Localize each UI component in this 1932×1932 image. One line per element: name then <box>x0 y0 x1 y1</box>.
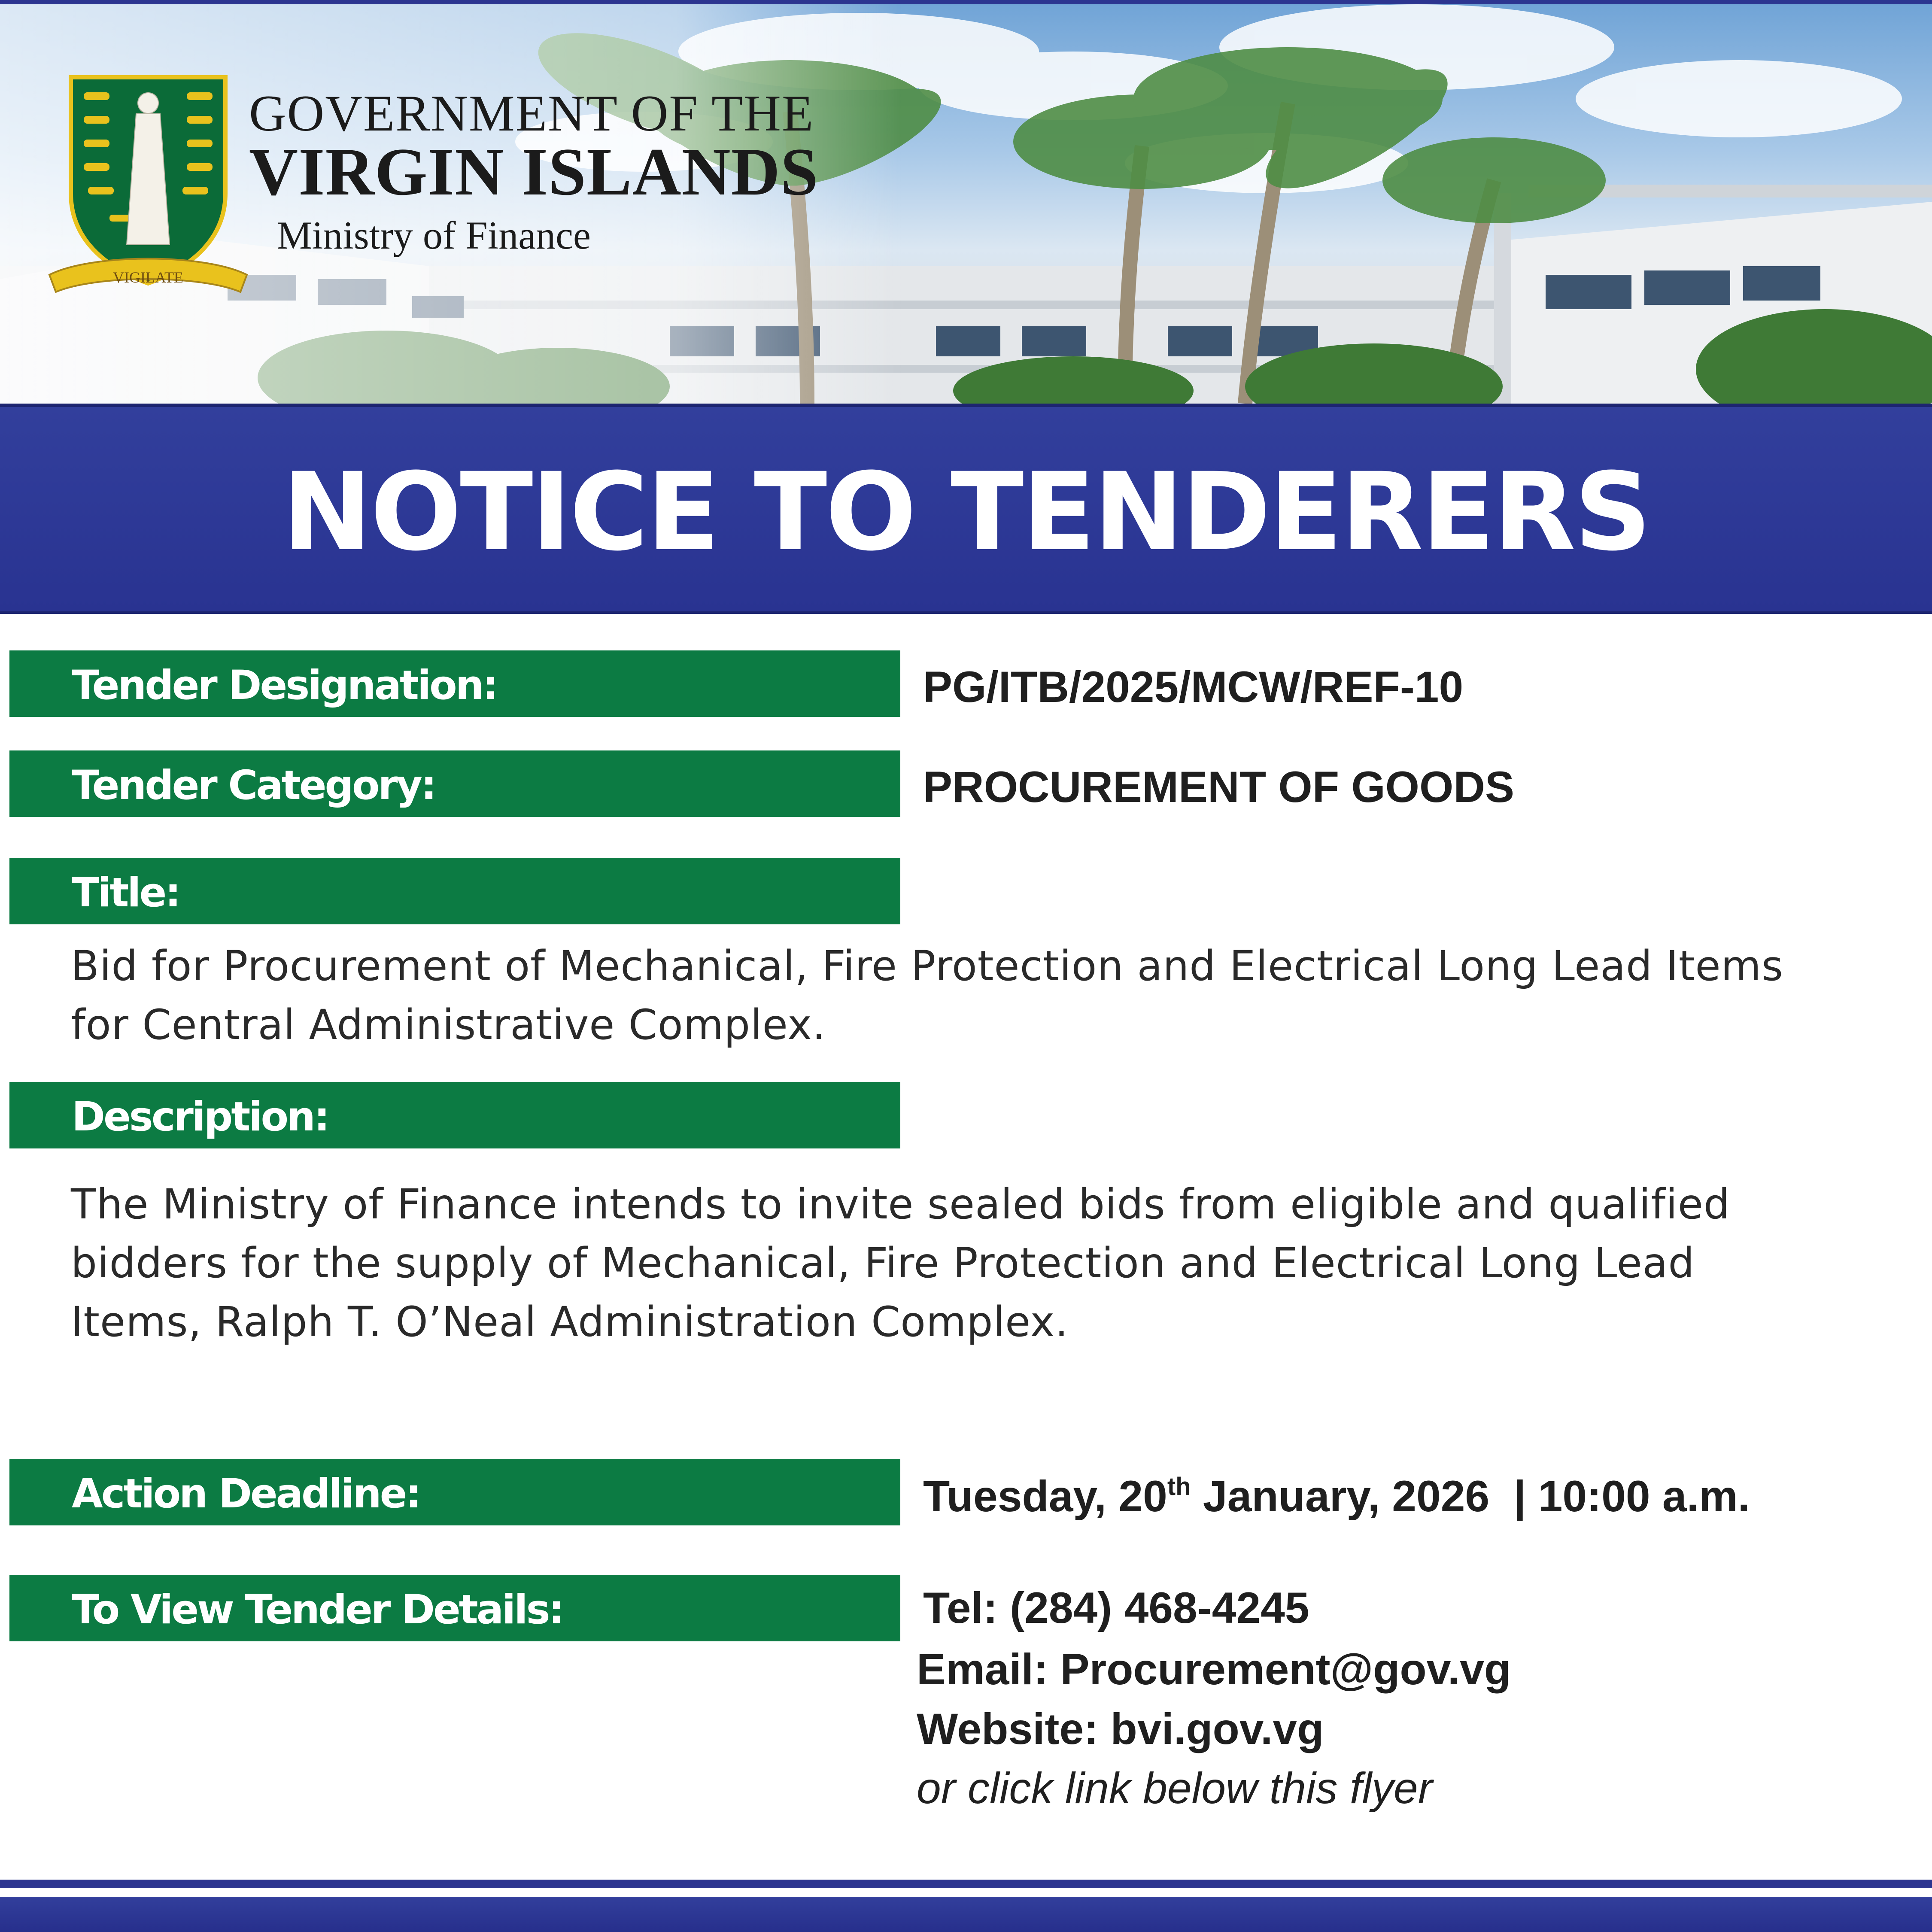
details-label: To View Tender Details: <box>72 1586 563 1633</box>
government-title-line1: GOVERNMENT OF THE <box>249 85 814 142</box>
title-line-2: for Central Administrative Complex. <box>71 1001 826 1049</box>
category-value: PROCUREMENT OF GOODS <box>923 762 1515 811</box>
designation-label: Tender Designation: <box>72 662 497 709</box>
website-label: Website: <box>917 1704 1099 1753</box>
title-text <box>71 937 1853 1054</box>
description-line-1: The Ministry of Finance intends to invite sealed bids from eligible and qualified <box>71 1180 1730 1228</box>
details-label-bar <box>9 1575 900 1641</box>
category-label: Tender Category: <box>72 762 435 809</box>
title-line-1: Bid for Procurement of Mechanical, Fire Protection and Electrical Long Lead Items <box>71 942 1784 990</box>
contact-website <box>917 1705 1324 1753</box>
website-value[interactable]: bvi.gov.vg <box>1098 1704 1324 1753</box>
email-value[interactable]: Procurement@gov.vg <box>1048 1645 1511 1694</box>
deadline-label: Action Deadline: <box>72 1470 420 1517</box>
deadline-value <box>923 1473 1750 1520</box>
description-line-2: bidders for the supply of Mechanical, Fire Protection and Electrical Long Lead <box>71 1239 1695 1287</box>
description-text <box>71 1175 1853 1352</box>
category-label-bar <box>9 750 900 817</box>
description-label: Description: <box>72 1094 328 1140</box>
contact-tel <box>923 1584 1309 1631</box>
flyer-link-note: or click link below this flyer <box>917 1764 1433 1813</box>
government-title-line2: VIRGIN ISLANDS <box>249 134 819 210</box>
coat-of-arms-icon <box>41 73 255 301</box>
deadline-label-bar <box>9 1459 900 1525</box>
deadline-day: Tuesday, 20 <box>923 1472 1167 1521</box>
footer-rule <box>0 1880 1932 1888</box>
tel-label: Tel: <box>923 1583 998 1632</box>
crest-motto: VIGILATE <box>113 269 183 286</box>
designation-value: PG/ITB/2025/MCW/REF-10 <box>923 662 1464 711</box>
description-label-bar <box>9 1082 900 1148</box>
contact-email <box>917 1646 1511 1693</box>
title-label: Title: <box>72 869 179 916</box>
email-label: Email: <box>917 1645 1048 1694</box>
deadline-ordinal: th <box>1167 1473 1191 1501</box>
notice-banner <box>0 404 1932 614</box>
tel-value: (284) 468-4245 <box>997 1583 1309 1632</box>
title-label-bar <box>9 858 900 924</box>
ministry-name: Ministry of Finance <box>277 213 591 257</box>
designation-label-bar <box>9 650 900 717</box>
notice-title: NOTICE TO TENDERERS <box>282 450 1650 574</box>
deadline-date-time: January, 2026 | 10:00 a.m. <box>1191 1472 1750 1521</box>
footer-bar <box>0 1897 1932 1932</box>
top-rule <box>0 0 1932 4</box>
description-line-3: Items, Ralph T. O’Neal Administration Complex. <box>71 1298 1069 1346</box>
